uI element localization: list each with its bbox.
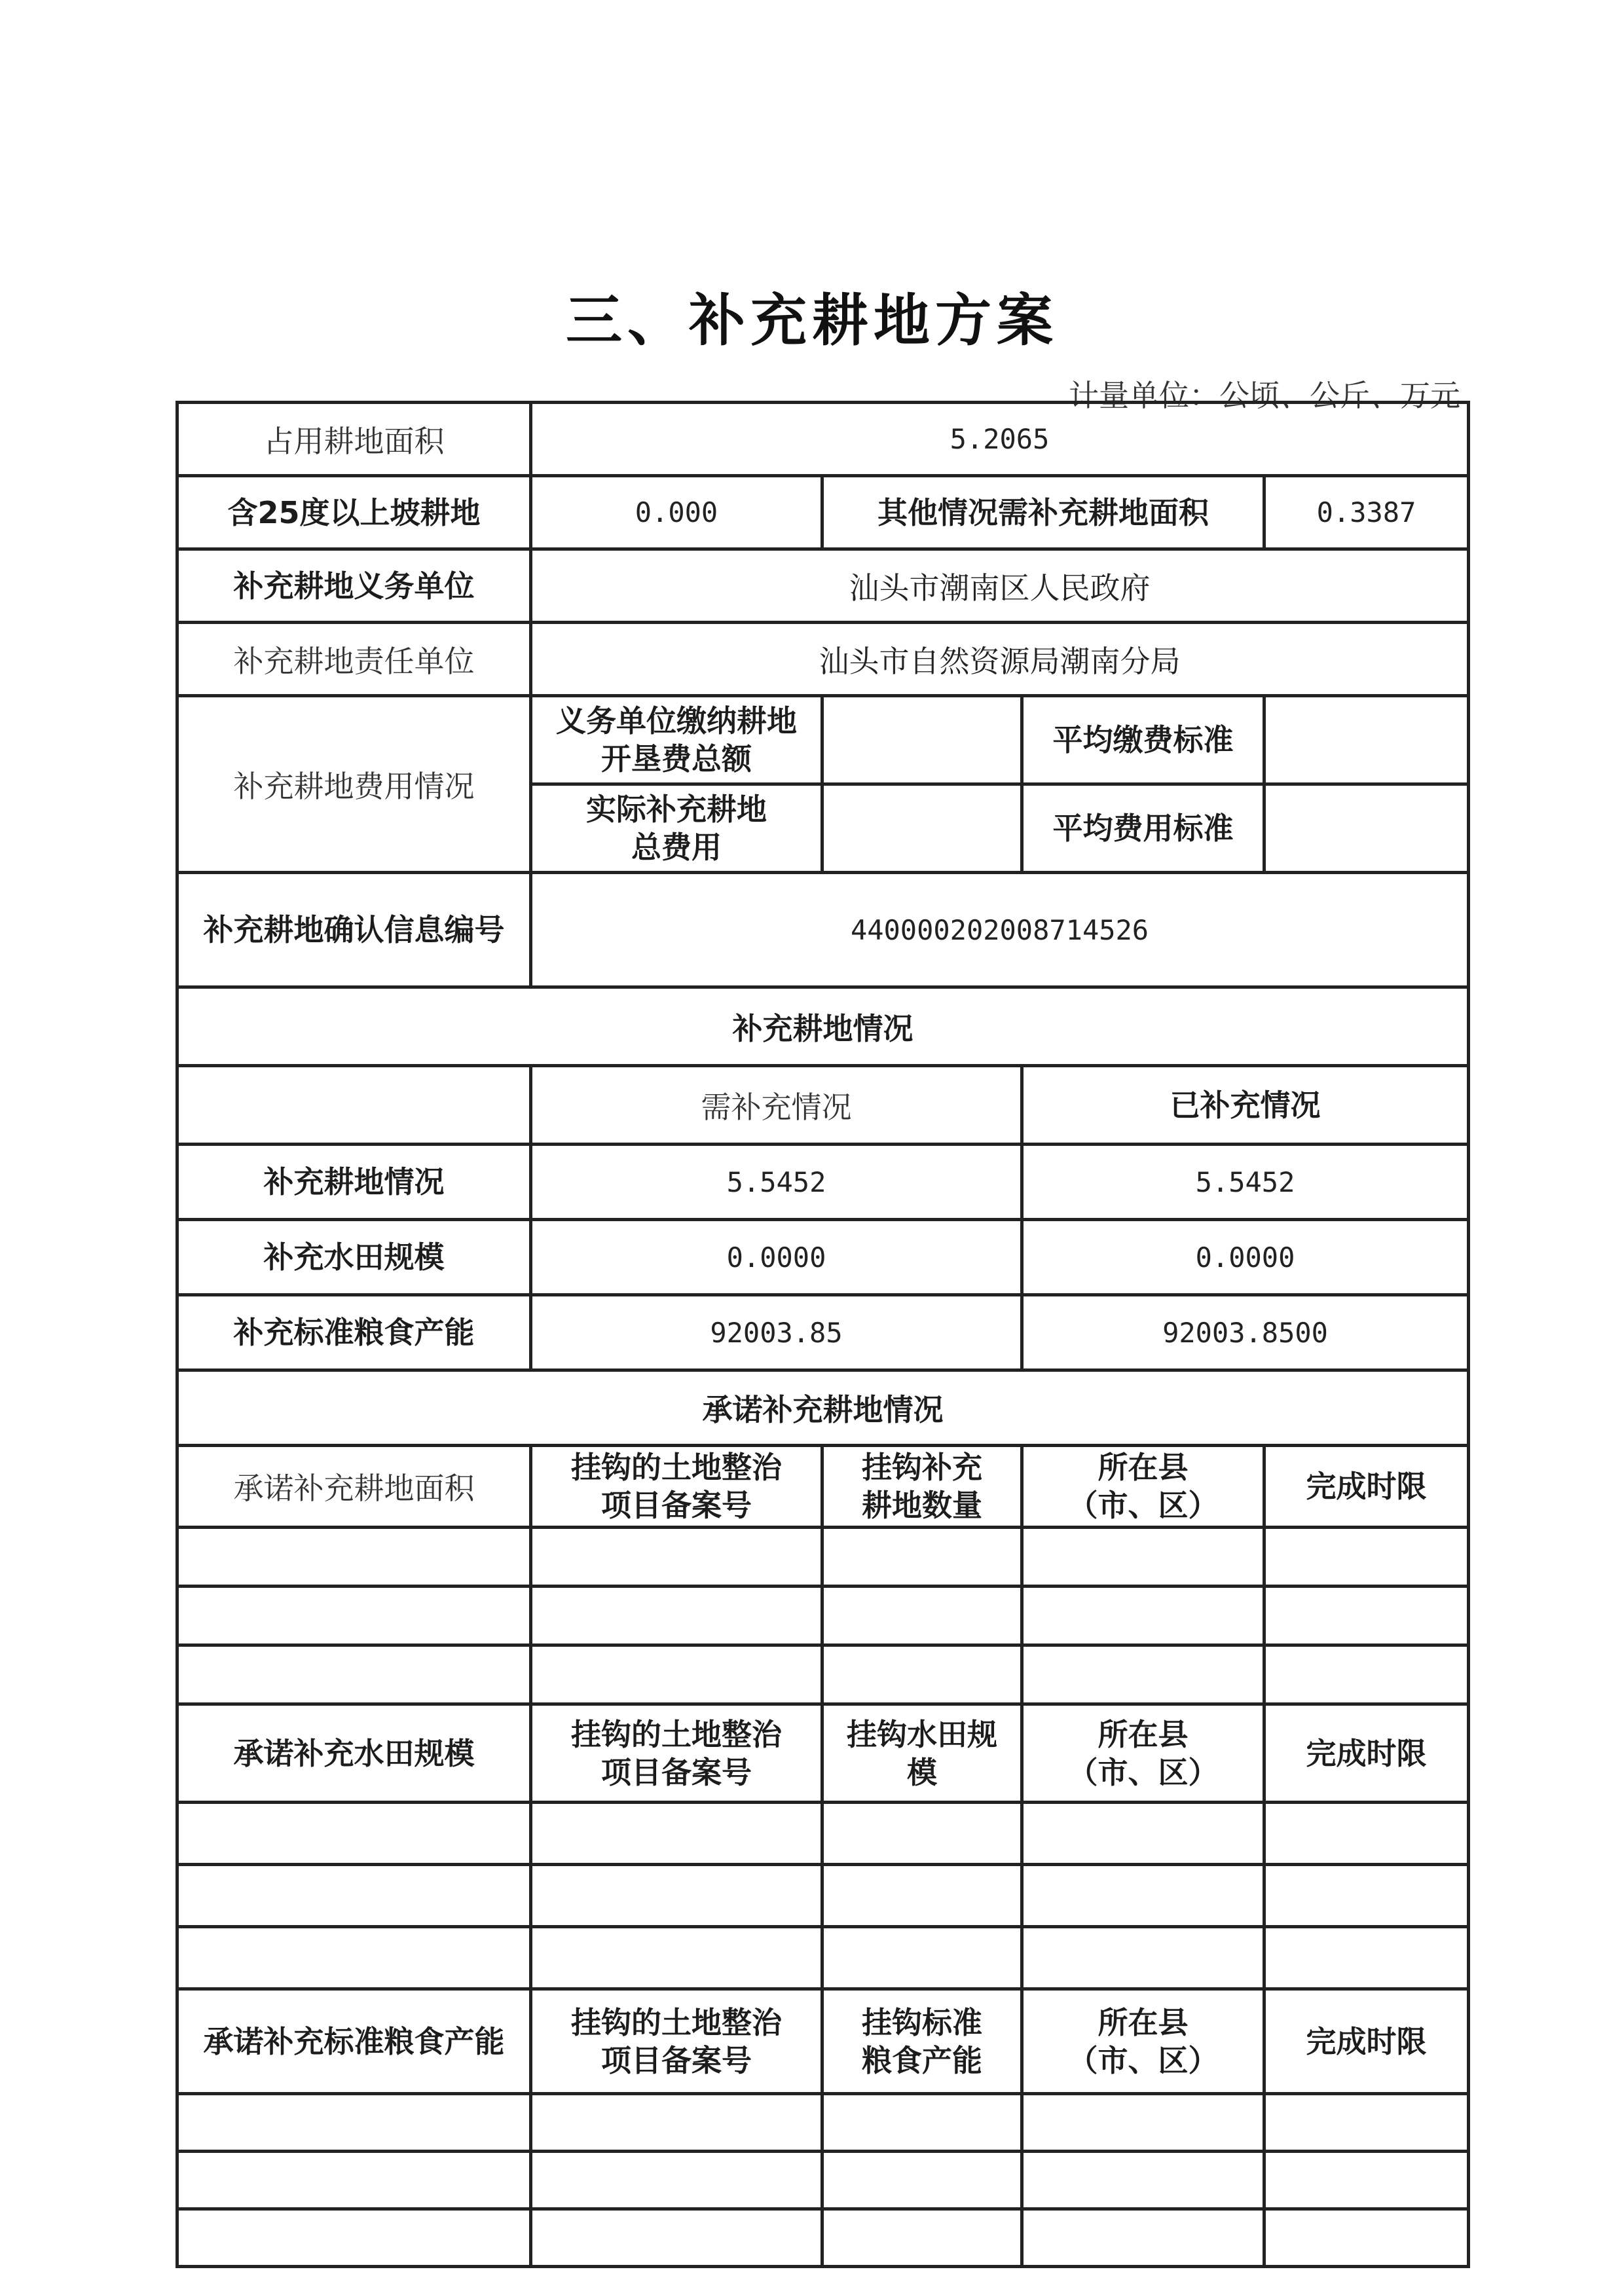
- actual-cost-label: [531, 784, 822, 873]
- commit-paddy-project-line2: 项目备案号: [601, 1754, 752, 1790]
- supplement-section-title: 补充耕地情况: [177, 987, 1469, 1066]
- slope-value: 0.000: [531, 476, 822, 549]
- commit-grain-county-line2: （市、区）: [1067, 2042, 1219, 2078]
- commit-paddy-project-line1: 挂钩的土地整治: [571, 1716, 782, 1752]
- commit-grain-county-line1: 所在县: [1098, 2004, 1189, 2040]
- commit-grain-deadline-header: 完成时限: [1264, 1989, 1469, 2094]
- confirm-id-label: 补充耕地确认信息编号: [177, 873, 531, 987]
- commit-area-label: 承诺补充耕地面积: [177, 1446, 531, 1528]
- commit-area-project-line1: 挂钩的土地整治: [571, 1450, 782, 1485]
- commit-paddy-qty-header: [822, 1704, 1022, 1803]
- commitment-section-title: 承诺补充耕地情况: [177, 1370, 1469, 1446]
- other-area-label: 其他情况需补充耕地面积: [822, 476, 1264, 549]
- commit-area-project-line2: 项目备案号: [601, 1488, 752, 1523]
- commit-grain-label: 承诺补充标准粮食产能: [177, 1989, 531, 2094]
- responsible-unit-label: 补充耕地责任单位: [177, 623, 531, 696]
- row-cost-paid: [177, 696, 1469, 784]
- row-slope: [177, 476, 1469, 549]
- row-commit-paddy-header: [177, 1704, 1469, 1803]
- unit-note: 计量单位：公顷、公斤、万元: [1069, 378, 1460, 413]
- commit-paddy-qty-line1: 挂钩水田规: [847, 1716, 997, 1752]
- row-commit-grain-header: [177, 1989, 1469, 2094]
- other-area-value: 0.3387: [1264, 476, 1469, 549]
- row-confirm-id: [177, 873, 1469, 987]
- commit-area-county-line2: （市、区）: [1067, 1488, 1219, 1523]
- commit-area-qty-line2: 耕地数量: [862, 1488, 982, 1523]
- supplement-grain-done: 92003.8500: [1022, 1295, 1469, 1370]
- avg-cost-value: [1264, 784, 1469, 873]
- occupied-label: 占用耕地面积: [177, 403, 531, 476]
- commit-area-project-header: [531, 1446, 822, 1528]
- table-row: [177, 1645, 1469, 1704]
- col-done-header: 已补充情况: [1022, 1066, 1469, 1145]
- commit-area-county-header: [1022, 1446, 1264, 1528]
- supplement-area-done: 5.5452: [1022, 1145, 1469, 1220]
- supplement-area-label: 补充耕地情况: [177, 1145, 531, 1220]
- commit-paddy-project-header: [531, 1704, 822, 1803]
- avg-cost-label: 平均费用标准: [1022, 784, 1264, 873]
- actual-cost-value: [822, 784, 1022, 873]
- row-responsible-unit: [177, 623, 1469, 696]
- row-commitment-title: [177, 1370, 1469, 1446]
- row-obligation-unit: [177, 549, 1469, 623]
- actual-cost-label-line1: 实际补充耕地: [586, 792, 767, 827]
- commit-grain-project-line1: 挂钩的土地整治: [571, 2004, 782, 2040]
- row-supplement-grain: [177, 1295, 1469, 1370]
- cost-label: 补充耕地费用情况: [177, 696, 531, 873]
- supplement-area-need: 5.5452: [531, 1145, 1022, 1220]
- actual-cost-label-line2: 总费用: [631, 830, 722, 865]
- supplement-header-blank: [177, 1066, 531, 1145]
- commit-grain-qty-header: [822, 1989, 1022, 2094]
- commit-paddy-qty-line2: 模: [907, 1754, 937, 1790]
- farmland-plan-table: [175, 401, 1470, 2268]
- commit-area-qty-header: [822, 1446, 1022, 1528]
- commit-paddy-county-line1: 所在县: [1098, 1716, 1189, 1752]
- commit-area-qty-line1: 挂钩补充: [862, 1450, 982, 1485]
- col-need-header: 需补充情况: [531, 1066, 1022, 1145]
- commit-grain-project-header: [531, 1989, 822, 2094]
- avg-pay-value: [1264, 696, 1469, 784]
- table-row: [177, 1865, 1469, 1927]
- table-row: [177, 1927, 1469, 1989]
- row-supplement-title: [177, 987, 1469, 1066]
- supplement-grain-need: 92003.85: [531, 1295, 1022, 1370]
- page-title: 三、补充耕地方案: [566, 288, 1058, 354]
- responsible-unit-value: 汕头市自然资源局潮南分局: [531, 623, 1469, 696]
- commit-area-county-line1: 所在县: [1098, 1450, 1189, 1485]
- table-row: [177, 1587, 1469, 1645]
- commit-paddy-county-header: [1022, 1704, 1264, 1803]
- table-row: [177, 1528, 1469, 1587]
- table-row: [177, 2094, 1469, 2152]
- supplement-paddy-need: 0.0000: [531, 1220, 1022, 1295]
- commit-area-deadline-header: 完成时限: [1264, 1446, 1469, 1528]
- row-commit-area-header: [177, 1446, 1469, 1528]
- commit-grain-qty-line1: 挂钩标准: [862, 2004, 982, 2040]
- paid-total-label-line1: 义务单位缴纳耕地: [556, 703, 797, 739]
- commit-paddy-deadline-header: 完成时限: [1264, 1704, 1469, 1803]
- obligation-unit-label: 补充耕地义务单位: [177, 549, 531, 623]
- slope-label: 含25度以上坡耕地: [177, 476, 531, 549]
- table-row: [177, 1803, 1469, 1865]
- occupied-value: 5.2065: [531, 403, 1469, 476]
- confirm-id-value: 440000202008714526: [531, 873, 1469, 987]
- supplement-paddy-done: 0.0000: [1022, 1220, 1469, 1295]
- supplement-grain-label: 补充标准粮食产能: [177, 1295, 531, 1370]
- row-supplement-header: [177, 1066, 1469, 1145]
- paid-total-label: [531, 696, 822, 784]
- commit-grain-county-header: [1022, 1989, 1264, 2094]
- avg-pay-label: 平均缴费标准: [1022, 696, 1264, 784]
- paid-total-label-line2: 开垦费总额: [601, 741, 752, 777]
- table-row: [177, 2209, 1469, 2267]
- table-row: [177, 2152, 1469, 2209]
- paid-total-value: [822, 696, 1022, 784]
- commit-grain-project-line2: 项目备案号: [601, 2042, 752, 2078]
- commit-paddy-label: 承诺补充水田规模: [177, 1704, 531, 1803]
- supplement-paddy-label: 补充水田规模: [177, 1220, 531, 1295]
- row-occupied: [177, 403, 1469, 476]
- obligation-unit-value: 汕头市潮南区人民政府: [531, 549, 1469, 623]
- row-supplement-paddy: [177, 1220, 1469, 1295]
- commit-paddy-county-line2: （市、区）: [1067, 1754, 1219, 1790]
- row-supplement-area: [177, 1145, 1469, 1220]
- commit-grain-qty-line2: 粮食产能: [862, 2042, 982, 2078]
